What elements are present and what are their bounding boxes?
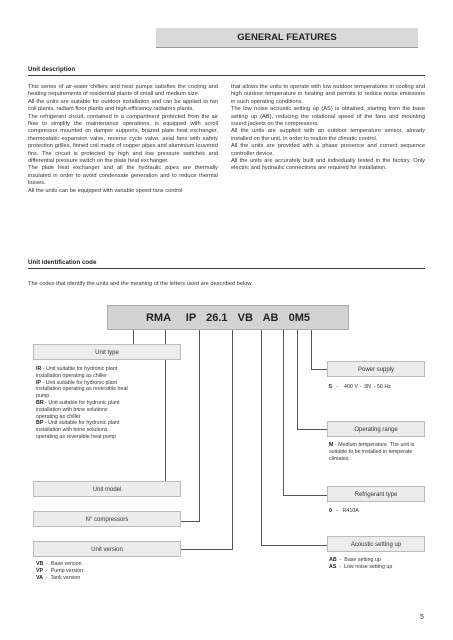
- connector-line: [311, 330, 312, 370]
- connector-line: [311, 369, 327, 370]
- connector-line: [283, 330, 284, 496]
- list-item: IR - Unit suitable for hydronic plant installation operating as chiller: [36, 366, 118, 379]
- power-supply-box: [327, 361, 425, 377]
- paragraph: The refrigerant circuit, contained in a compartment protected from the air flow to simplify the maintenance operations, is equipped with scroll compressor mounted on damper supports, brazed plate heat exchanger, thermostatic expansion valve, reverse cycle valve, axial fans with safety protection grilles, finned coil made of copper pipes and aluminium louvered fins. The circuit is protected by high and low pressure switches and differential pressure switch on the plate heat exchanger.: [28, 113, 218, 165]
- connector-line: [181, 549, 233, 550]
- connector-line: [297, 330, 298, 430]
- paragraph: All the units are accurately built and individually tested in the factory. Only electric and hydraulic connections are required for installation.: [231, 158, 425, 172]
- identification-code: [107, 305, 349, 330]
- acoustic-setting-box: [327, 536, 425, 552]
- paragraph: that allows the units to operate with low outdoor temperatures in cooling and high outdoor temperature in heating and permits to reduce noise emissions in such operating conditions.: [231, 84, 425, 105]
- code-text: RMA IP 26.1 VB AB 0M5: [145, 312, 311, 324]
- list-item: BP - Unit suitable for hydronic plant installation with brine solutions operating as reversible heat pump: [36, 420, 120, 440]
- identification-intro: The codes that identify the units and the meaning of the letters used are described below.: [28, 281, 253, 287]
- refrigerant-type-label: Refrigerant type: [354, 492, 398, 498]
- section-rule: [28, 75, 425, 76]
- list-item: VA - Tank version: [36, 574, 81, 581]
- section-title-unit-description: Unit description: [28, 66, 76, 73]
- description-left-column: [28, 84, 218, 195]
- connector-line: [261, 545, 327, 546]
- section-rule: [28, 268, 425, 269]
- connector-line: [181, 521, 200, 522]
- page-number: 5: [420, 614, 424, 621]
- page-title: GENERAL FEATURES: [156, 28, 418, 48]
- unit-version-list: [36, 561, 166, 581]
- connector-line: [297, 429, 327, 430]
- unit-model-box: [33, 481, 181, 497]
- paragraph: The low noise acoustic setting up (AS) is obtained, starting from the base setting up (AB), reducing the rotational speed of the fans and mounting sound jackets on the compressors.: [231, 106, 425, 128]
- paragraph: All the units are supplied with an outdoor temperature sensor, already installed on the unit, in order to realize the climatic control.: [231, 128, 425, 142]
- paragraph: All the units are suitable for outdoor installation and can be applied to fan coil plants, radiant floor plants and high efficiency radiators plants.: [28, 98, 218, 113]
- list-item: AB - Base setting up: [329, 557, 381, 563]
- power-supply-label: Power supply: [357, 367, 395, 373]
- operating-range-label: Operating range: [354, 427, 398, 433]
- unit-version-box: [33, 541, 181, 557]
- paragraph: All the units are provided with a phase presence and correct sequence controller device.: [231, 143, 425, 157]
- section-title-unit-identification: Unit identification code: [28, 259, 97, 266]
- list-item: BR - Unit suitable for hydronic plant installation with brine solutions operating as chiller: [36, 399, 120, 420]
- refrigerant-type-box: [327, 486, 425, 502]
- list-item: VB - Base version: [36, 561, 82, 567]
- connector-line: [283, 495, 327, 496]
- list-item: IP - Unit suitable for hydronic plant installation operating as reversible heat pump: [36, 379, 128, 400]
- unit-version-label: Unit version: [91, 547, 123, 553]
- paragraph: The plate heat exchanger and all the hydraulic pipes are thermally insulated in order to avoid condensate generation and to reduce thermal losses.: [28, 165, 218, 187]
- list-item: VP - Pump version: [36, 567, 84, 574]
- refrigerant-type-desc: 0 - R410A: [329, 508, 359, 514]
- paragraph: All the units can be equipped with variable speed fans control: [28, 187, 183, 194]
- compressors-box: [33, 511, 181, 527]
- list-item: AS - Low noise setting up: [329, 563, 393, 570]
- connector-line: [261, 330, 262, 546]
- description-right-column: [231, 84, 425, 173]
- unit-type-list: [36, 366, 130, 441]
- connector-line: [232, 330, 233, 550]
- acoustic-setting-label: Acoustic setting up: [350, 542, 402, 548]
- connector-line: [133, 330, 134, 344]
- unit-type-label: Unit type: [95, 350, 119, 356]
- operating-range-box: [327, 421, 425, 437]
- compressors-label: N° compressors: [85, 517, 129, 523]
- acoustic-setting-list: [329, 557, 427, 571]
- operating-range-desc: M - Medium temperature. The unit is suitable to be installed in temperate climates.: [329, 442, 415, 462]
- unit-model-label: Unit model: [92, 487, 122, 493]
- power-supply-desc: 5 - 400 V - 3N - 50 Hz: [329, 384, 391, 390]
- connector-line: [199, 330, 200, 522]
- unit-type-box: [33, 344, 181, 360]
- paragraph: This series of air-water chillers and heat pumps satisfies the cooling and heating requirements of residential plants of small and medium size.: [28, 84, 218, 98]
